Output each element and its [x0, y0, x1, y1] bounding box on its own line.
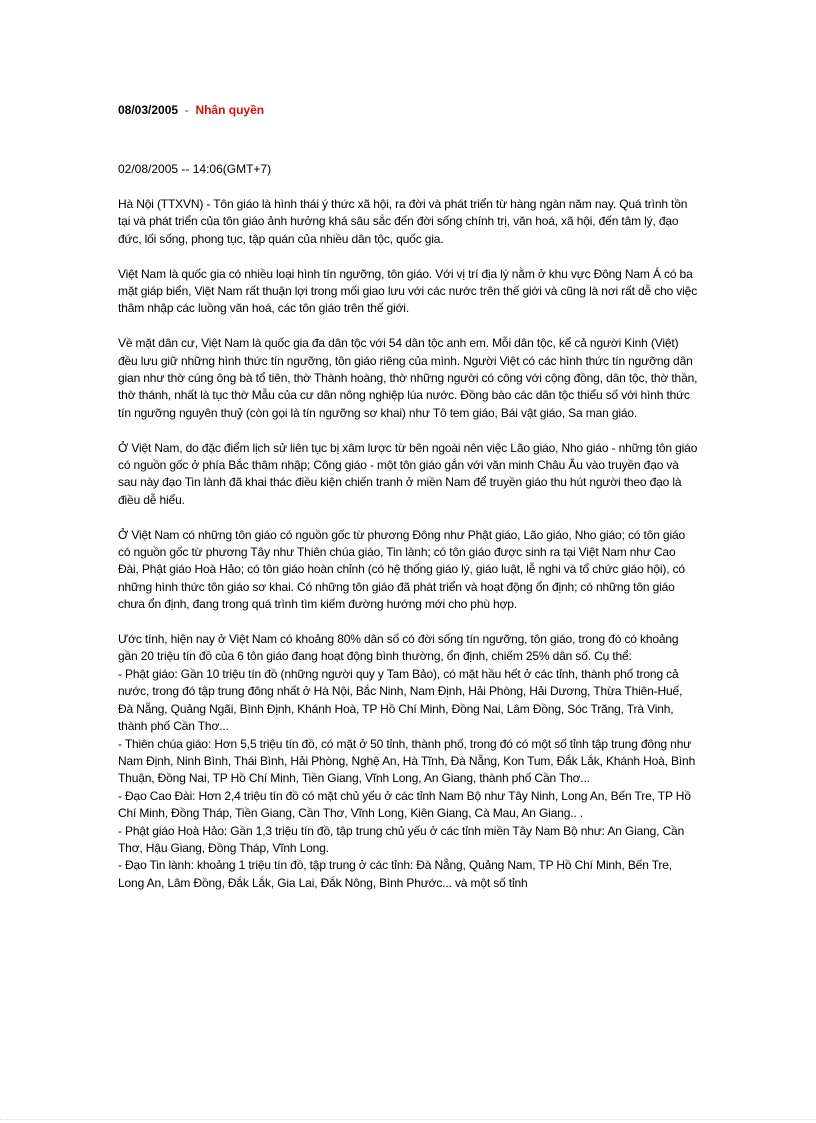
- paragraph: Về mặt dân cư, Việt Nam là quốc gia đa dân tộc với 54 dân tộc anh em. Mỗi dân tộc, kể cả người Kinh (Việt) đều lưu giữ những hình thức tín ngưỡng, tôn giáo riêng của mình. Người Việt có các hình thức tín ngưỡng dân gian như thờ cúng ông bà tổ tiên, thờ Thành hoàng, thờ những người có công với cộng đồng, dân tộc, thờ thần, thờ thánh, nhất là tục thờ Mẫu của cư dân nông nghiệp lúa nước. Đồng bào các dân tộc thiểu số với hình thức tín ngưỡng nguyên thuỷ (còn gọi là tín ngưỡng sơ khai) như Tô tem giáo, Bái vật giáo, Sa man giáo.: [118, 336, 698, 420]
- article-category: Nhân quyền: [195, 103, 265, 117]
- list-item: - Phật giáo: Gần 10 triệu tín đồ (những người quy y Tam Bảo), có mặt hầu hết ở các tỉnh, thành phố trong cả nước, trong đó tập trung đông nhất ở Hà Nội, Bắc Ninh, Nam Định, Hải Phòng, Hải Dương, Thừa Thiên-Huế, Đà Nẵng, Quảng Ngãi, Bình Định, Khánh Hoà, TP Hồ Chí Minh, Đồng Nai, Lâm Đồng, Sóc Trăng, Trà Vinh, thành phố Cần Thơ...: [118, 666, 683, 734]
- paragraph: Ở Việt Nam, do đặc điểm lịch sử liên tục bị xâm lược từ bên ngoài nên việc Lão giáo, Nho giáo - những tôn giáo có nguồn gốc ở phía Bắc thâm nhập; Công giáo - một tôn giáo gắn với văn minh Châu Âu vào truyền đạo và sau này đạo Tin lành đã khai thác điều kiện chiến tranh ở miền Nam để truyền giáo thu hút người theo đạo là điều dễ hiểu.: [118, 440, 698, 507]
- article-date: 08/03/2005: [118, 103, 179, 117]
- list-item: - Đạo Tin lành: khoảng 1 triệu tín đồ, tập trung ở các tỉnh: Đà Nẵng, Quảng Nam, TP Hồ Chí Minh, Bến Tre, Long An, Lâm Đồng, Đắk Lắk, Gia Lai, Đắk Nông, Bình Phước... và một số tỉnh: [118, 858, 672, 890]
- article-header: [118, 103, 264, 117]
- header-separator: -: [184, 103, 189, 117]
- list-item: - Đạo Cao Đài: Hơn 2,4 triệu tín đồ có mặt chủ yếu ở các tỉnh Nam Bộ như Tây Ninh, Long An, Bến Tre, TP Hồ Chí Minh, Đồng Tháp, Tiền Giang, Cần Thơ, Vĩnh Long, Kiên Giang, Cà Mau, An Giang.. .: [118, 788, 691, 821]
- page-bottom-rule: [0, 1119, 816, 1120]
- religion-list: [118, 666, 698, 892]
- paragraph: Việt Nam là quốc gia có nhiều loại hình tín ngưỡng, tôn giáo. Với vị trí địa lý nằm ở khu vực Đông Nam Á có ba mặt giáp biển, Việt Nam rất thuận lợi trong mối giao lưu với các nước trên thế giới và cũng là nơi rất dễ cho việc thâm nhập các luồng văn hoá, các tôn giáo trên thế giới.: [118, 266, 698, 316]
- article-body: [118, 196, 698, 892]
- list-item: - Phật giáo Hoà Hảo: Gần 1,3 triệu tín đồ, tập trung chủ yếu ở các tỉnh miền Tây Nam Bộ như: An Giang, Cần Thơ, Hậu Giang, Đồng Tháp, Vĩnh Long.: [118, 823, 685, 855]
- list-intro: Ước tính, hiện nay ở Việt Nam có khoảng 80% dân số có đời sống tín ngưỡng, tôn giáo, trong đó có khoảng gần 20 triệu tín đồ của 6 tôn giáo đang hoạt động bình thường, ổn định, chiếm 25% dân số. Cụ thể:: [118, 632, 679, 664]
- paragraph: Ở Việt Nam có những tôn giáo có nguồn gốc từ phương Đông như Phật giáo, Lão giáo, Nho giáo; có tôn giáo có nguồn gốc từ phương Tây như Thiên chúa giáo, Tin lành; có tôn giáo được sinh ra tại Việt Nam như Cao Đài, Phật giáo Hoà Hảo; có tôn giáo hoàn chỉnh (có hệ thống giáo lý, giáo luật, lễ nghi và tổ chức giáo hội), có những hình thức tôn giáo sơ khai. Có những tôn giáo đã phát triển và hoạt động ổn định; có những tôn giáo chưa ổn định, đang trong quá trình tìm kiếm đường hướng mới cho phù hợp.: [118, 527, 686, 612]
- list-item: - Thiên chúa giáo: Hơn 5,5 triệu tín đồ, có mặt ở 50 tỉnh, thành phố, trong đó có một số tỉnh tập trung đông như Nam Định, Ninh Bình, Thái Bình, Hải Phòng, Nghệ An, Hà Tĩnh, Đà Nẵng, Kon Tum, Đắk Lắk, Khánh Hoà, Bình Thuận, Đồng Nai, TP Hồ Chí Minh, Tiền Giang, Vĩnh Long, An Giang, thành phố Cần Thơ...: [118, 736, 696, 786]
- paragraph: Hà Nội (TTXVN) - Tôn giáo là hình thái ý thức xã hội, ra đời và phát triển từ hàng ngàn năm nay. Quá trình tồn tại và phát triển của tôn giáo ảnh hưởng khá sâu sắc đến đời sống chính trị, văn hoá, xã hội, đến tâm lý, đạo đức, lối sống, phong tục, tập quán của nhiều dân tộc, quốc gia.: [118, 197, 688, 246]
- publish-timestamp: 02/08/2005 -- 14:06(GMT+7): [118, 162, 272, 176]
